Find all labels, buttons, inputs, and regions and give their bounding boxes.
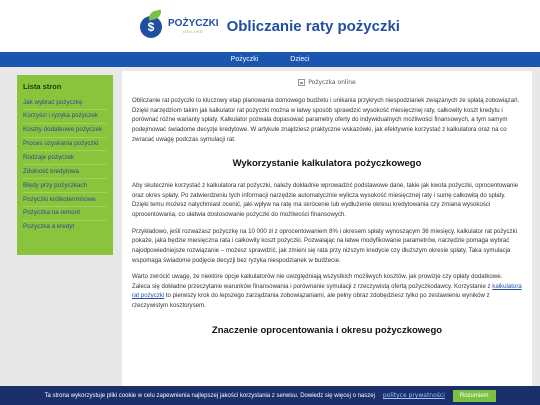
sidebar-item[interactable]: Rodzaje pożyczek [23, 150, 107, 164]
paragraph-intro: Obliczanie rat pożyczki to kluczowy etap planowania domowego budżetu i unikania przykrych niespodzianek związanych ze spłatą zobowiązań. Dzięki narzędziom takim jak kalkulator rat pożyczki można w łatwy sposób sprawdzić wysokość miesięcznej raty, całkowity koszt kredytu i porównać różne warianty spłaty. Kalkulator pozwala dopasować parametry oferty do indywidualnych możliwości finansowych, a tym samym podejmować świadome decyzje kredytowe. W artykule znajdziesz praktyczne wskazówki, jak efektywnie korzystać z kalkulatora oraz na co zwracać uwagę podczas symulacji rat. [132, 97, 520, 143]
sidebar-list [23, 96, 107, 234]
paragraph [132, 272, 522, 311]
main-content [122, 71, 532, 405]
calculator-link[interactable]: kalkulatora rat pożyczki [132, 282, 522, 300]
cookie-banner [0, 386, 540, 405]
hero-image-alt: Pożyczka online [308, 79, 356, 86]
sidebar-item[interactable]: Korzyści i ryzyka pożyczek [23, 109, 107, 123]
content-wrapper [14, 71, 540, 405]
broken-image-icon [298, 79, 305, 86]
paragraph: Aby skutecznie korzystać z kalkulatora rat pożyczki, należy dokładnie wprowadzić podstawowe dane, takie jak kwota pożyczki, oprocentowanie oraz okres spłaty. Po zatwierdzeniu tych informacji narzędzie automatycznie wylicza wysokość miesięcznej raty i sumę całkowitą do spłaty. Dzięki temu możesz natychmiast ocenić, jaki wpływ na ratę ma skrócenie lub wydłużenie okresu kredytowania czy zmiana wysokości oprocentowania, co ułatwia dostosowanie pożyczki do możliwości finansowych. [132, 182, 519, 218]
cookie-text: Ta strona wykorzystuje pliki cookie w celu zapewnienia najlepszej jakości korzystania z serwisu. Dowiedz się więcej o naszej [44, 392, 375, 399]
sidebar-item[interactable]: Pożyczka a kredyt [23, 220, 107, 234]
sidebar-item[interactable]: Błędy przy pożyczkach [23, 178, 107, 192]
site-title: Obliczanie raty pożyczki [226, 17, 400, 35]
logo-line1: POŻYCZKI [168, 17, 219, 29]
privacy-policy-link[interactable]: polityce prywatności [382, 392, 445, 399]
paragraph-text: Warto zwrócić uwagę, że niektóre opcje kalkulatorów nie uwzględniają wszystkich możliwych kosztów, jak prowizje czy opłaty dodatkowe. Zaleca się dokładne przeczytanie warunków finansowania i porównanie symulacji z rzeczywistą ofertą pożyczkodawcy. Korzystanie z [132, 273, 503, 290]
sidebar-item[interactable]: Pożyczka na remont [23, 206, 107, 220]
accept-cookies-button[interactable]: Rozumiem [453, 390, 496, 402]
logo-text [168, 19, 219, 34]
site-header [0, 0, 540, 52]
paragraph: Przykładowo, jeśli rozważasz pożyczkę na 10 000 zł z oprocentowaniem 8% i okresem spłaty wynoszącym 36 miesięcy, kalkulator rat pożyczki pokaże, jaka będzie miesięczna rata i całkowity koszt pożyczki. Pozwalając na łatwe modyfikowanie parametrów, narzędzie pomaga wybrać najodpowiedniejsze rozwiązanie – możesz sprawdzić, jak zmieni się rata przy niższym kredycie czy dłuższym okresie spłaty. Taka symulacja wspomaga świadome podjęcie decyzji bez ryzyka niespodzianek w budżecie. [132, 227, 517, 264]
sidebar-item[interactable]: Koszty dodatkowe pożyczek [23, 123, 107, 137]
nav-item-pozyczki[interactable]: Pożyczki [230, 56, 259, 63]
sidebar [17, 75, 113, 255]
sidebar-item[interactable]: Jak wybrać pożyczkę [23, 98, 83, 106]
hero-image [132, 79, 522, 86]
main-nav [0, 52, 540, 67]
paragraph-text: to pierwszy krok do lepszego zarządzania zobowiązaniami, ale pełny obraz zdobędziesz tylko po zestawieniu wyników z rzeczywistym kosztorysem. [132, 292, 490, 309]
leaf-icon [147, 9, 163, 20]
sidebar-item[interactable]: Proces uzyskania pożyczki [23, 137, 107, 151]
sidebar-item[interactable]: Zdolność kredytowa [23, 164, 107, 178]
logo-coin: $ [140, 16, 162, 38]
logo-line2: ONLINE [182, 28, 204, 34]
nav-item-dzieci[interactable]: Dzieci [290, 56, 310, 63]
section-heading: Znaczenie oprocentowania i okresu pożyczkowego [211, 324, 443, 336]
sidebar-item[interactable]: Pożyczki krótkoterminowe [23, 192, 107, 206]
sidebar-title: Lista stron [23, 82, 62, 91]
section-heading: Wykorzystanie kalkulatora pożyczkowego [232, 158, 422, 170]
site-logo[interactable] [140, 13, 227, 39]
coin-leaf-icon [140, 13, 166, 39]
